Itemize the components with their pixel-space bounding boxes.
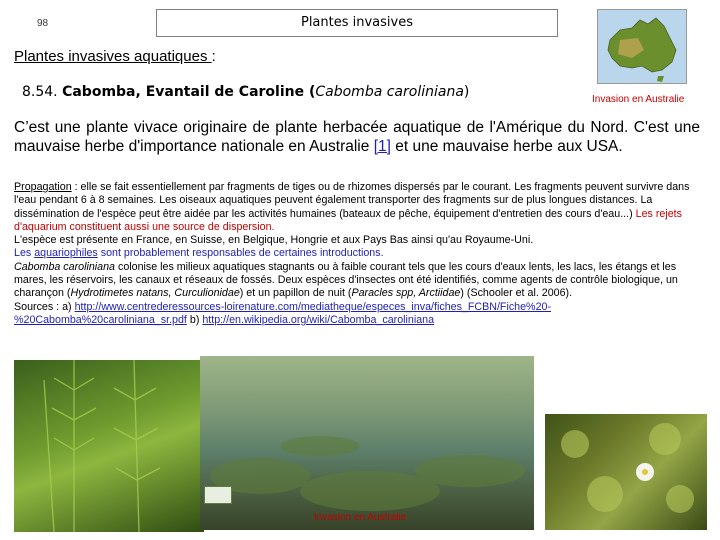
species-subtitle: 8.54. Cabomba, Evantail de Caroline (Cabomba caroliniana) (22, 84, 470, 100)
map-caption: Invasion en Australie (592, 94, 685, 105)
australia-map-image (597, 9, 687, 84)
australia-map-graphic (598, 10, 687, 84)
body-text: Propagation : elle se fait essentiellement par fragments de tiges ou de rhizomes dispersés par le courant. Les fragments peuvent survivre dans l'eau pendant 6 à 8 semaines. Les oiseaux aquatiques peuvent également transporter des fragments sur de plus longues distances. La dissémination de l'espèce peut être aidée par les activités humaines (bateaux de pêche, équipement d'entretien des cours d'eau...) Les rejets d'aquarium constituent aussi une source de dispersion. L'espèce est présente en France, en Suisse, en Belgique, Hongrie et aux Pays Bas ainsi qu'au Royaume-Uni. Les aquariophiles sont probablement responsables de certaines introductions. Cabomba caroliniana colonise les milieux aquatiques stagnants ou à faible courant tels que les cours d'eaux lents, les lacs, les étangs et les mares, les réservoirs, les canaux et réseaux de fossés. Deux espèces d'insectes ont été identifiés, comme agents de contrôle biologique, un charançon (Hydrotimetes natans, Curculionidae) et un papillon de nuit (Paracles spp, Arctiidae) (Schooler et al. 2006). Sources : a) http://www.centrederessources-loirenature.com/mediatheque/especes_inva/fiches_FCBN/Fiche%20-%20Cabomba%20caroliniana_sr.pdf b) http://en.wikipedia.org/wiki/Cabomba_caroliniana (14, 181, 690, 326)
cabomba-flower-photo (545, 414, 707, 530)
flower-graphic (545, 414, 707, 530)
cabomba-plant-photo (14, 360, 204, 532)
header-title: Plantes invasives (156, 9, 558, 37)
source-link-b[interactable]: http://en.wikipedia.org/wiki/Cabomba_caroliniana (202, 313, 435, 326)
source-link-a[interactable]: http://www.centrederessources-loirenature.com/mediatheque/especes_inva/fiches_FCBN/Fiche%20-%20Cabomba%20caroliniana_sr.pdf (14, 300, 552, 326)
intro-paragraph: C’est une plante vivace originaire de plante herbacée aquatique de l'Amérique du Nord. C'est une mauvaise herbe d'importance nationale en Australie [1] et une mauvaise herbe aux USA. (14, 119, 700, 155)
reference-link[interactable]: [1] (373, 138, 391, 155)
photo-caption: Invasion en Australie (314, 512, 407, 523)
underwater-weed-graphic (200, 356, 534, 530)
invasion-water-photo (200, 356, 534, 530)
aquariophiles-link[interactable]: aquariophiles (34, 247, 98, 260)
source-logo (204, 486, 232, 504)
plant-foliage-graphic (14, 360, 204, 532)
page-number: 98 (37, 18, 49, 29)
section-title: Plantes invasives aquatiques : (14, 48, 216, 65)
